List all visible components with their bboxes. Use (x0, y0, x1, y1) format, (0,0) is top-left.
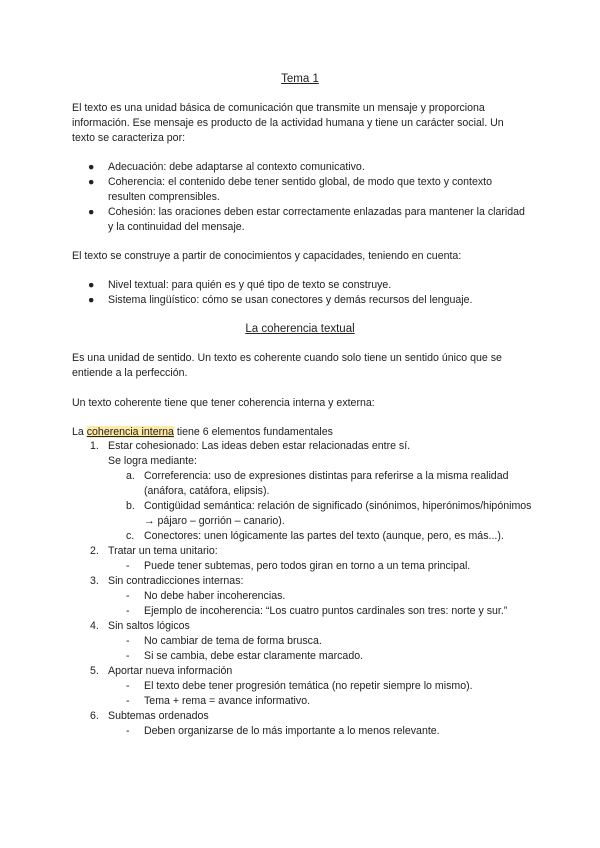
sub-item (108, 559, 532, 574)
coherence-types: Un texto coherente tiene que tener coherencia interna y externa: (72, 397, 375, 409)
sub-item-text: Tema + rema = avance informativo. (144, 695, 311, 707)
bullet-icon: ● (88, 176, 95, 188)
sub-item-letter: a. (126, 470, 135, 482)
sub-item (108, 724, 532, 739)
construction-intro: El texto se construye a partir de conocimientos y capacidades, teniendo en cuenta: (72, 250, 462, 262)
element-label: Estar cohesionado: Las ideas deben estar relacionadas entre sí. (108, 440, 411, 452)
element-number: 4. (90, 620, 99, 632)
element-label: Subtemas ordenados (108, 710, 209, 722)
intro-paragraph: El texto es una unidad básica de comunicación que transmite un mensaje y proporciona información. Ese mensaje es producto de la actividad humana y tiene un carácter social. Un texto se caracteriza por: (72, 102, 504, 144)
sub-item-text: Si se cambia, debe estar claramente marcado. (144, 650, 364, 662)
list-item (72, 205, 527, 235)
bullet-icon: ● (88, 161, 95, 173)
highlighted-term: coherencia interna (86, 426, 174, 438)
sub-list (108, 724, 532, 739)
characteristics-list (72, 160, 527, 235)
sub-item-text: El texto debe tener progresión temática (no repetir siempre lo mismo). (144, 680, 473, 692)
sub-item-text: No debe haber incoherencias. (144, 590, 286, 602)
element-number: 2. (90, 545, 99, 557)
sub-list (108, 589, 532, 619)
construction-list (72, 278, 527, 308)
sub-list (108, 559, 532, 574)
dash-icon: - (126, 650, 130, 662)
dash-icon: - (126, 590, 130, 602)
list-item-text: Adecuación: debe adaptarse al contexto comunicativo. (108, 161, 365, 173)
sub-item-text: Contigüidad semántica: relación de significado (sinónimos, hiperónimos/hipónimos → pájaro – gorrión – canario). (144, 500, 532, 527)
sub-item (108, 589, 532, 604)
element-number: 3. (90, 575, 99, 587)
sub-item (108, 499, 532, 529)
intro-text-after: tiene 6 elementos fundamentales (173, 426, 333, 438)
list-item-text: Cohesión: las oraciones deben estar correctamente enlazadas para mantener la claridad y la continuidad del mensaje. (108, 206, 525, 233)
section-subtitle: La coherencia textual (245, 323, 355, 335)
element-number: 5. (90, 665, 99, 677)
dash-icon: - (126, 680, 130, 692)
sub-list (108, 679, 532, 709)
sub-item (108, 604, 532, 619)
bullet-icon: ● (88, 279, 95, 291)
element-item (72, 544, 532, 574)
sub-item-text: Ejemplo de incoherencia: “Los cuatro puntos cardinales son tres: norte y sur.” (144, 605, 508, 617)
list-item-text: Sistema lingüístico: cómo se usan conectores y demás recursos del lenguaje. (108, 294, 473, 306)
element-item (72, 439, 532, 544)
dash-icon: - (126, 695, 130, 707)
sub-item-letter: c. (126, 530, 135, 542)
list-item (72, 278, 527, 293)
bullet-icon: ● (88, 206, 95, 218)
page-title: Tema 1 (281, 73, 319, 85)
list-item-text: Coherencia: el contenido debe tener sentido global, de modo que texto y contexto resulten comprensibles. (108, 176, 492, 203)
element-label: Aportar nueva información (108, 665, 233, 677)
list-item-text: Nivel textual: para quién es y qué tipo de texto se construye. (108, 279, 392, 291)
element-label: Sin contradicciones internas: (108, 575, 244, 587)
sub-item-text: Conectores: unen lógicamente las partes del texto (aunque, pero, es más...). (144, 530, 504, 542)
elements-list (72, 439, 532, 739)
coherence-definition: Es una unidad de sentido. Un texto es coherente cuando solo tiene un sentido único que se entiende a la perfección. (72, 352, 502, 379)
element-number: 6. (90, 710, 99, 722)
sub-item (108, 649, 532, 664)
list-item (72, 175, 527, 205)
sub-item-text: Deben organizarse de lo más importante a lo menos relevante. (144, 725, 440, 737)
element-item (72, 709, 532, 739)
sub-item (108, 694, 532, 709)
list-item (72, 160, 527, 175)
element-item (72, 619, 532, 664)
sub-item (108, 634, 532, 649)
sub-item-text: Correferencia: uso de expresiones distintas para referirse a la misma realidad (anáfora, catáfora, elipsis). (144, 470, 509, 497)
intro-text-before: La (72, 426, 87, 438)
sub-item-letter: b. (126, 500, 135, 512)
dash-icon: - (126, 605, 130, 617)
dash-icon: - (126, 560, 130, 572)
sub-list (108, 469, 532, 544)
sub-item (108, 469, 532, 499)
dash-icon: - (126, 635, 130, 647)
dash-icon: - (126, 725, 130, 737)
internal-coherence-intro (72, 425, 527, 440)
element-note: Se logra mediante: (108, 455, 197, 467)
sub-item (108, 529, 532, 544)
sub-item (108, 679, 532, 694)
sub-item-text: Puede tener subtemas, pero todos giran en torno a un tema principal. (144, 560, 471, 572)
bullet-icon: ● (88, 294, 95, 306)
element-number: 1. (90, 440, 99, 452)
sub-item-text: No cambiar de tema de forma brusca. (144, 635, 322, 647)
element-label: Sin saltos lógicos (108, 620, 190, 632)
element-item (72, 664, 532, 709)
list-item (72, 293, 527, 308)
element-label: Tratar un tema unitario: (108, 545, 218, 557)
sub-list (108, 634, 532, 664)
element-item (72, 574, 532, 619)
